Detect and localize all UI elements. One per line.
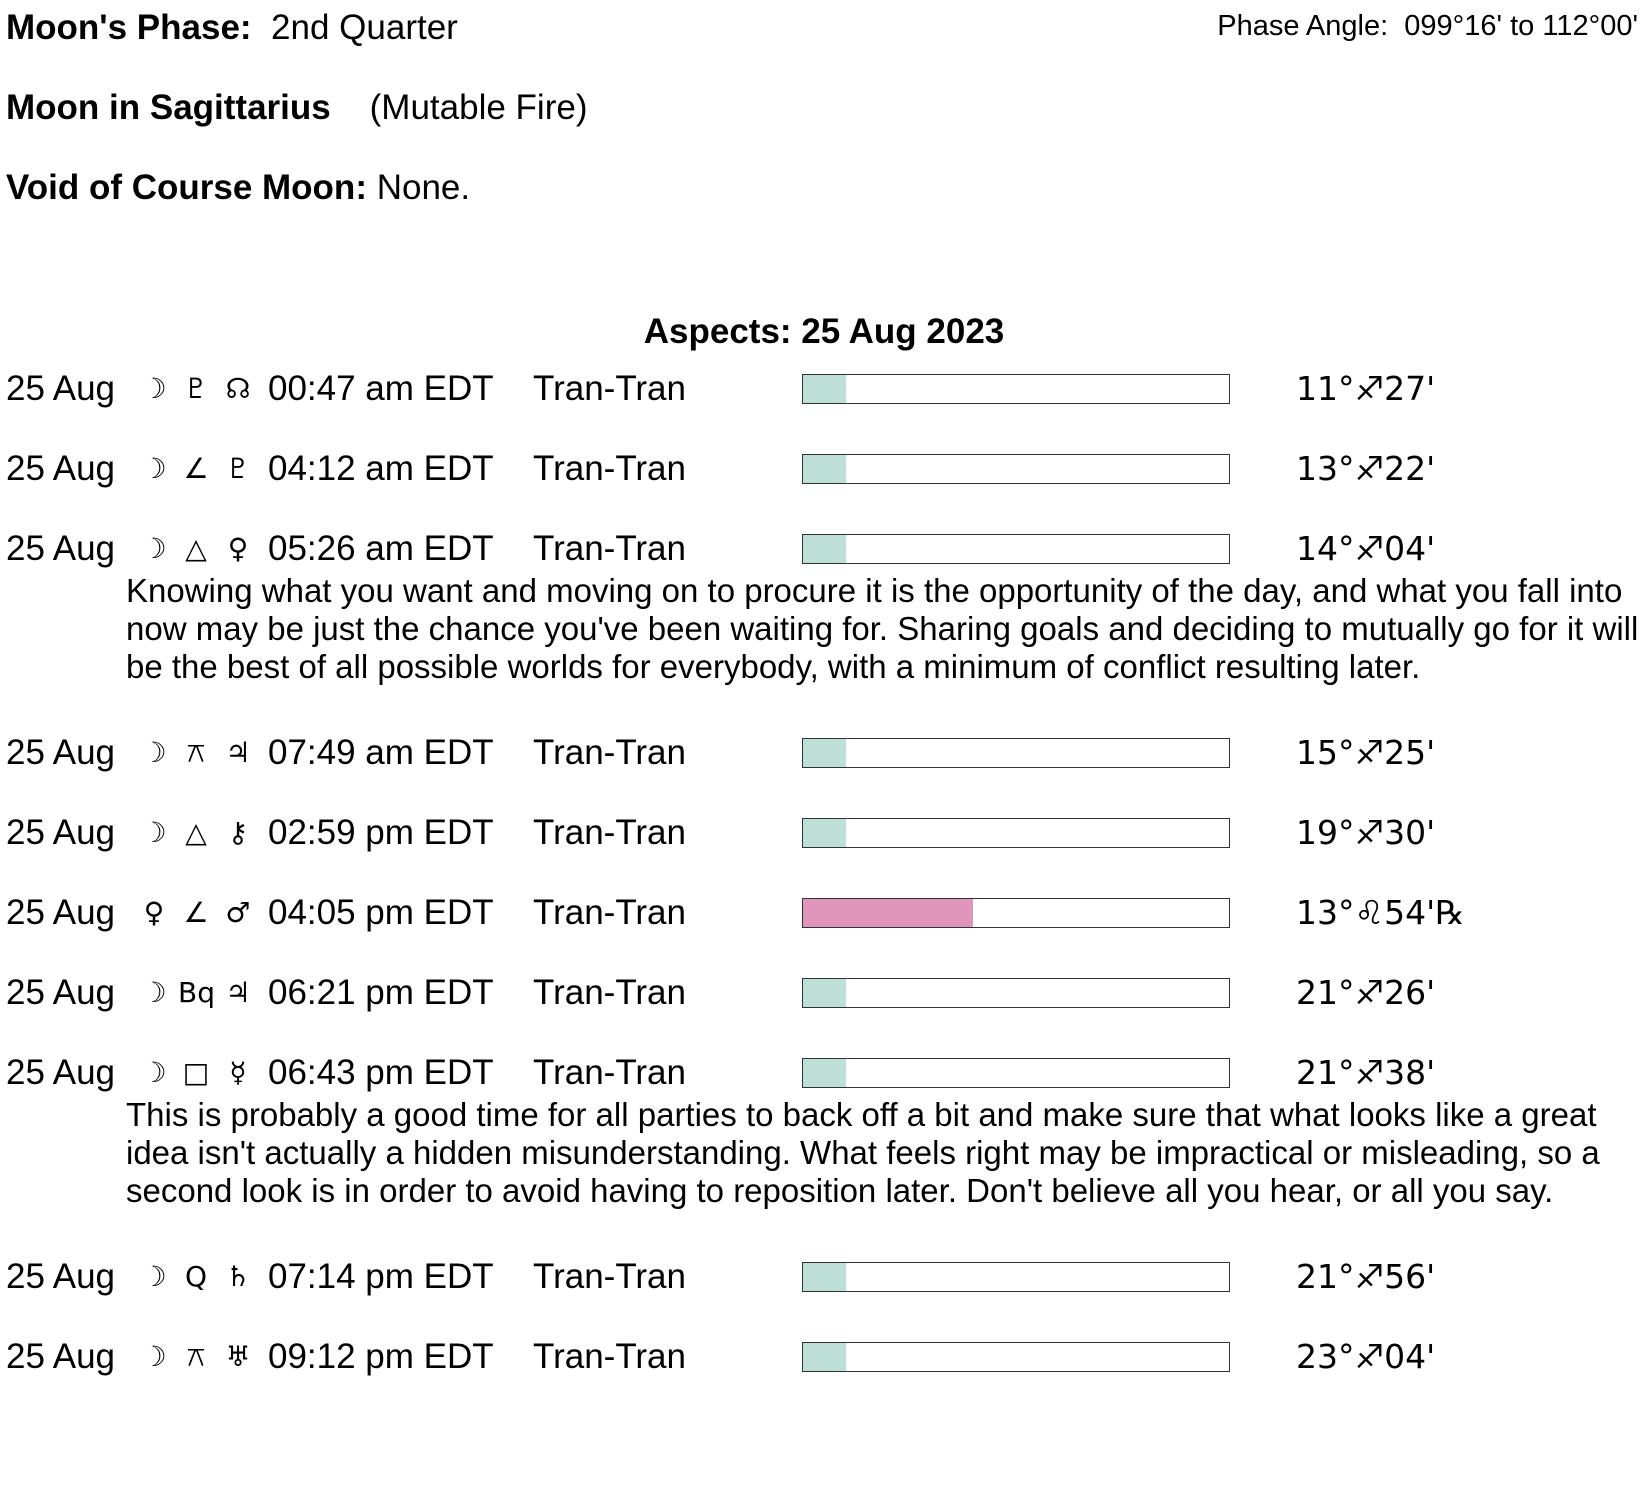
aspect-line	[6, 446, 1646, 492]
aspect-line	[6, 730, 1646, 776]
planet-1-icon: ♀	[143, 896, 165, 929]
aspect-type: Tran-Tran	[533, 973, 686, 1012]
aspect-time: 07:14 pm EDT	[268, 1257, 494, 1296]
aspect-icon: △	[185, 816, 207, 849]
aspect-date: 25 Aug	[6, 529, 115, 568]
aspect-time: 04:12 am EDT	[268, 449, 494, 488]
aspect-icon: Bq	[178, 976, 215, 1009]
aspect-type: Tran-Tran	[533, 369, 686, 408]
aspect-glyphs	[136, 810, 256, 856]
strength-bar-fill	[803, 375, 846, 403]
aspect-position: 11°♐27'	[1296, 369, 1436, 408]
aspect-glyphs	[136, 366, 256, 412]
strength-bar-fill	[803, 819, 846, 847]
aspect-glyphs	[136, 1334, 256, 1380]
aspect-line	[6, 526, 1646, 572]
aspect-glyphs	[136, 526, 256, 572]
moon-sign-label: Moon in Sagittarius	[6, 88, 331, 127]
aspect-time: 06:21 pm EDT	[268, 973, 494, 1012]
strength-bar-fill	[803, 739, 846, 767]
moon-sign-element: (Mutable Fire)	[369, 88, 588, 127]
aspect-line	[6, 1254, 1646, 1300]
planet-2-icon: ♇	[225, 452, 251, 485]
aspect-glyphs	[136, 446, 256, 492]
aspect-position: 13°♌54'℞	[1296, 893, 1465, 932]
strength-bar-fill	[803, 979, 846, 1007]
phase-value: 2nd Quarter	[271, 8, 458, 47]
strength-bar	[802, 1058, 1230, 1088]
aspect-line	[6, 366, 1646, 412]
aspect-time: 00:47 am EDT	[268, 369, 494, 408]
strength-bar-fill	[803, 1059, 846, 1087]
planet-2-icon: ⚷	[227, 816, 249, 849]
aspect-icon: ∠	[183, 452, 209, 485]
aspect-line	[6, 970, 1646, 1016]
aspect-date: 25 Aug	[6, 1337, 115, 1376]
phase-angle-value: 099°16' to 112°00'	[1404, 10, 1638, 42]
aspect-type: Tran-Tran	[533, 449, 686, 488]
aspect-type: Tran-Tran	[533, 733, 686, 772]
planet-2-icon: ♄	[225, 1260, 251, 1293]
aspect-position: 21°♐26'	[1296, 973, 1436, 1012]
aspect-row	[6, 810, 1646, 890]
planet-2-icon: ☿	[229, 1056, 247, 1089]
aspect-date: 25 Aug	[6, 733, 115, 772]
planet-2-icon: ♃	[225, 736, 251, 769]
aspect-description: Knowing what you want and moving on to procure it is the opportunity of the day, and what you fall into now may be just the chance you've been waiting for. Sharing goals and deciding to mutually go for it will be the best of all possible worlds for everybody, with a minimum of conflict resulting later.	[126, 572, 1639, 685]
aspect-type: Tran-Tran	[533, 1053, 686, 1092]
phase-angle	[1217, 10, 1638, 43]
aspect-line	[6, 810, 1646, 856]
aspect-icon: ∠	[183, 896, 209, 929]
aspect-glyphs	[136, 890, 256, 936]
strength-bar	[802, 454, 1230, 484]
void-of-course-line	[6, 168, 470, 208]
aspect-date: 25 Aug	[6, 973, 115, 1012]
planet-2-icon: ☊	[225, 372, 251, 405]
phase-label: Moon's Phase:	[6, 8, 252, 47]
aspect-icon: □	[182, 1056, 210, 1089]
aspect-time: 07:49 am EDT	[268, 733, 494, 772]
aspect-time: 02:59 pm EDT	[268, 813, 494, 852]
aspect-glyphs	[136, 730, 256, 776]
aspect-icon: ⚻	[186, 736, 206, 769]
aspect-row	[6, 446, 1646, 526]
aspect-position: 23°♐04'	[1296, 1337, 1436, 1376]
aspect-row	[6, 1334, 1646, 1414]
strength-bar-fill	[803, 1263, 846, 1291]
aspect-icon: Q	[184, 1260, 208, 1293]
planet-2-icon: ♂	[225, 896, 251, 929]
aspect-type: Tran-Tran	[533, 1257, 686, 1296]
aspect-time: 09:12 pm EDT	[268, 1337, 494, 1376]
aspect-date: 25 Aug	[6, 449, 115, 488]
aspect-line	[6, 1334, 1646, 1380]
planet-1-icon: ☽	[141, 1340, 167, 1373]
aspect-icon: ⚻	[186, 1340, 206, 1373]
strength-bar-fill	[803, 535, 846, 563]
aspect-position: 15°♐25'	[1296, 733, 1436, 772]
aspect-row	[6, 1050, 1646, 1254]
planet-1-icon: ☽	[141, 532, 167, 565]
aspect-line	[6, 1050, 1646, 1096]
strength-bar	[802, 898, 1230, 928]
aspect-type: Tran-Tran	[533, 529, 686, 568]
aspects-list	[6, 366, 1646, 1414]
aspect-date: 25 Aug	[6, 369, 115, 408]
strength-bar	[802, 978, 1230, 1008]
aspect-time: 05:26 am EDT	[268, 529, 494, 568]
moon-sign-line	[6, 88, 587, 128]
planet-1-icon: ☽	[141, 372, 167, 405]
planet-1-icon: ☽	[141, 736, 167, 769]
aspect-row	[6, 970, 1646, 1050]
aspects-title: Aspects: 25 Aug 2023	[643, 312, 1005, 351]
moon-phase-line	[6, 8, 458, 48]
aspect-time: 04:05 pm EDT	[268, 893, 494, 932]
planet-1-icon: ☽	[141, 452, 167, 485]
strength-bar	[802, 534, 1230, 564]
aspect-icon: △	[185, 532, 207, 565]
aspect-row	[6, 366, 1646, 446]
strength-bar	[802, 818, 1230, 848]
voc-label: Void of Course Moon:	[6, 168, 367, 207]
strength-bar	[802, 374, 1230, 404]
planet-2-icon: ♀	[227, 532, 249, 565]
aspect-position: 21°♐38'	[1296, 1053, 1436, 1092]
strength-bar-fill	[803, 899, 973, 927]
aspect-date: 25 Aug	[6, 813, 115, 852]
strength-bar-fill	[803, 455, 846, 483]
aspect-icon: ♇	[183, 372, 209, 405]
planet-1-icon: ☽	[141, 976, 167, 1009]
strength-bar-fill	[803, 1343, 846, 1371]
aspect-row	[6, 1254, 1646, 1334]
planet-2-icon: ♃	[225, 976, 251, 1009]
planet-1-icon: ☽	[141, 1056, 167, 1089]
strength-bar	[802, 738, 1230, 768]
aspect-row	[6, 730, 1646, 810]
phase-angle-label: Phase Angle:	[1217, 10, 1389, 42]
strength-bar	[802, 1342, 1230, 1372]
aspect-glyphs	[136, 1050, 256, 1096]
aspect-line	[6, 890, 1646, 936]
aspect-row	[6, 526, 1646, 730]
aspect-glyphs	[136, 1254, 256, 1300]
aspect-row	[6, 890, 1646, 970]
aspect-type: Tran-Tran	[533, 1337, 686, 1376]
aspect-description: This is probably a good time for all parties to back off a bit and make sure that what looks like a great idea isn't actually a hidden misunderstanding. What feels right may be impractical or misleading, so a second look is in order to avoid having to reposition later. Don't believe all you hear, or all you say.	[126, 1096, 1600, 1209]
aspect-type: Tran-Tran	[533, 813, 686, 852]
strength-bar	[802, 1262, 1230, 1292]
aspect-time: 06:43 pm EDT	[268, 1053, 494, 1092]
voc-value: None.	[376, 168, 471, 207]
aspect-type: Tran-Tran	[533, 893, 686, 932]
aspect-glyphs	[136, 970, 256, 1016]
aspect-position: 21°♐56'	[1296, 1257, 1436, 1296]
aspect-date: 25 Aug	[6, 1257, 115, 1296]
aspect-position: 19°♐30'	[1296, 813, 1436, 852]
planet-1-icon: ☽	[141, 1260, 167, 1293]
aspect-date: 25 Aug	[6, 893, 115, 932]
planet-2-icon: ♅	[225, 1340, 251, 1373]
aspect-position: 14°♐04'	[1296, 529, 1436, 568]
aspect-date: 25 Aug	[6, 1053, 115, 1092]
planet-1-icon: ☽	[141, 816, 167, 849]
aspect-position: 13°♐22'	[1296, 449, 1436, 488]
